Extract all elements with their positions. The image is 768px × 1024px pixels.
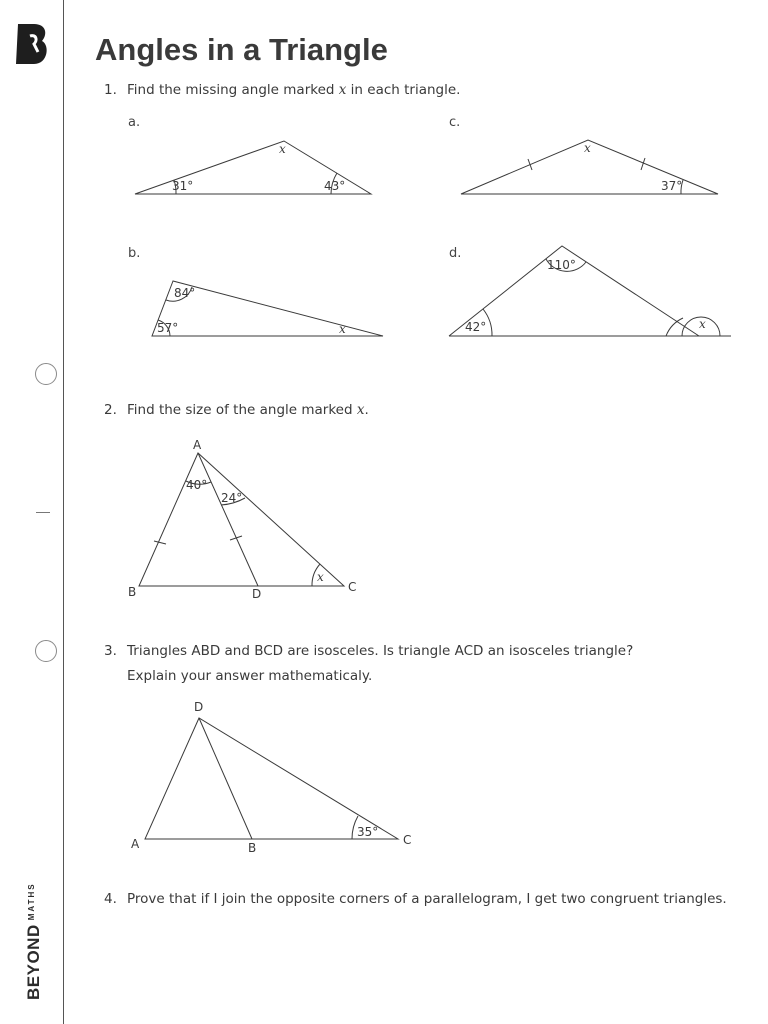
point-label: A: [193, 438, 202, 452]
question-text-part: .: [364, 402, 369, 418]
question-text: Triangles ABD and BCD are isosceles. Is triangle ACD an isosceles triangle?: [127, 643, 634, 659]
point-label: C: [403, 833, 412, 847]
figure-label-b: b.: [128, 246, 141, 261]
equal-side-tick: [154, 541, 166, 544]
angle-label: 40°: [186, 478, 208, 492]
angle-label: 57°: [157, 321, 179, 335]
q3-triangle: [131, 700, 411, 855]
angle-label: 37°: [661, 179, 683, 193]
angle-label: 43°: [324, 179, 346, 193]
point-label: D: [252, 587, 262, 601]
triangle-b: [152, 281, 383, 336]
unknown-angle-label: x: [279, 142, 286, 156]
question-number: 4.: [104, 891, 117, 907]
question-number: 2.: [104, 402, 117, 418]
angle-label: 42°: [465, 320, 487, 334]
angle-label: 31°: [172, 179, 194, 193]
angle-label: 84°: [174, 286, 196, 300]
unknown-angle-label: x: [317, 570, 324, 584]
unknown-angle-label: x: [699, 317, 706, 331]
point-label: A: [131, 837, 140, 851]
brand-sub: MATHS: [27, 882, 36, 921]
unknown-angle-label: x: [584, 141, 591, 155]
point-label: B: [128, 585, 137, 599]
question-text-part: Find the missing angle marked: [127, 82, 339, 98]
figure-label-d: d.: [449, 246, 462, 261]
triangle-a: [135, 141, 371, 194]
brand-main: BEYOND: [24, 924, 43, 1000]
variable: x: [356, 402, 365, 418]
figure-label-a: a.: [128, 115, 141, 130]
triangle-c: [461, 140, 718, 194]
point-label: D: [194, 700, 204, 714]
unknown-angle-label: x: [339, 322, 346, 336]
point-label: B: [248, 841, 257, 855]
triangle-d: [449, 246, 731, 336]
page-title: Angles in a Triangle: [95, 32, 388, 67]
q2-triangle-outline: [139, 453, 344, 586]
q3-triangle-outline: [145, 718, 398, 839]
q2-triangle: [128, 438, 356, 601]
point-label: C: [348, 580, 357, 594]
figure-label-c: c.: [449, 115, 461, 130]
variable: x: [338, 82, 347, 98]
question-number: 1.: [104, 82, 117, 98]
question-3-line-2: Explain your answer mathematicaly.: [127, 668, 373, 684]
q3-segment-db: [199, 718, 252, 839]
q2-cevian-ad: [198, 453, 258, 586]
angle-label: 35°: [357, 825, 379, 839]
angle-arc: [666, 318, 683, 336]
equal-side-tick: [641, 158, 645, 170]
angle-label: 24°: [221, 491, 243, 505]
question-number: 3.: [104, 643, 117, 659]
angle-label: 110°: [547, 258, 576, 272]
question-text: Prove that if I join the opposite corners of a parallelogram, I get two congruent triangles.: [127, 891, 727, 907]
question-text-part: in each triangle.: [346, 82, 461, 98]
question-text-part: Find the size of the angle marked: [127, 402, 357, 418]
